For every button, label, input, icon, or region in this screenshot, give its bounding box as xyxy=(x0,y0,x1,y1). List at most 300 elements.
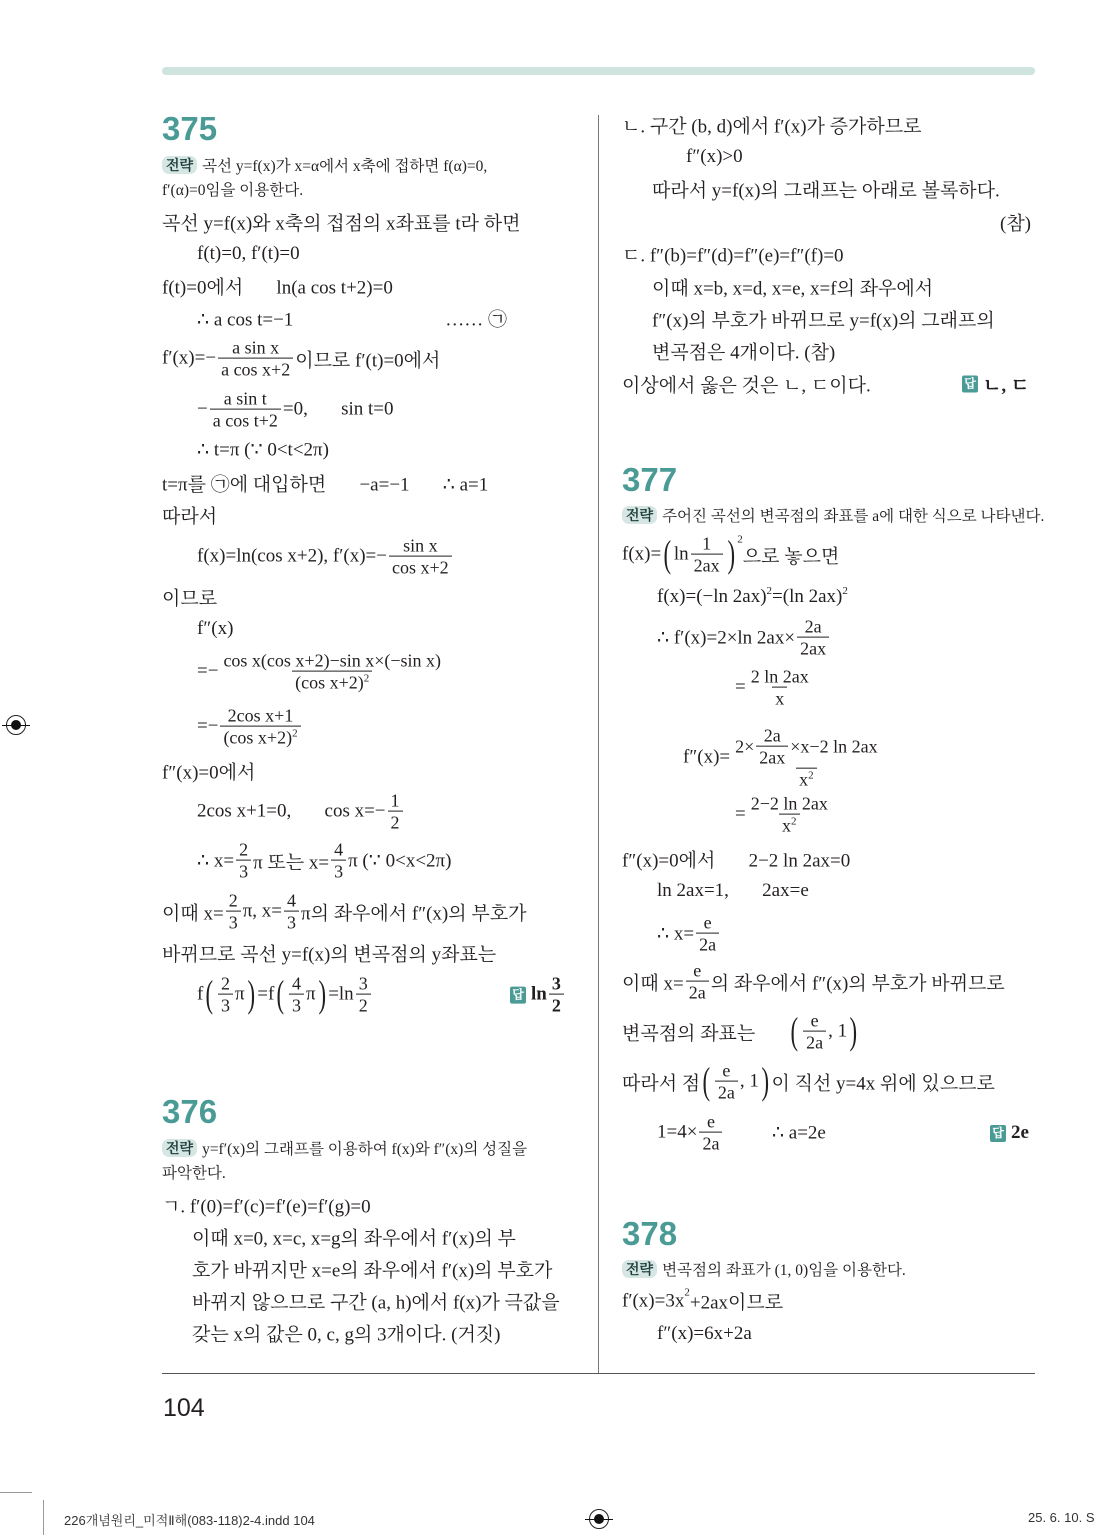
text-run: 이때 x=b, x=d, x=e, x=f의 좌우에서 xyxy=(652,278,934,300)
solution-line xyxy=(197,975,373,1016)
math-group xyxy=(799,770,814,789)
fraction xyxy=(732,727,880,790)
solution-line xyxy=(622,1062,995,1103)
numerator xyxy=(549,975,564,994)
text-run: 1=4× xyxy=(657,1122,698,1143)
text-run: 4 xyxy=(334,839,344,860)
text-run: ∴ x= xyxy=(657,923,695,945)
solution-line xyxy=(162,892,526,933)
text-run: 2a xyxy=(717,1082,735,1103)
denominator xyxy=(772,687,787,709)
text-run: e xyxy=(810,1010,819,1031)
superscript: 2 xyxy=(791,815,797,828)
solution-line xyxy=(197,537,454,578)
text-run: 3 xyxy=(551,973,561,994)
text-run: +2ax이므로 xyxy=(689,1292,784,1314)
strategy-badge: 전략 xyxy=(622,1260,657,1278)
text-run: 따라서 xyxy=(162,506,218,528)
fraction xyxy=(549,975,564,1016)
solution-line xyxy=(622,846,850,873)
superscript: 2 xyxy=(842,585,848,597)
fraction xyxy=(218,339,293,380)
fraction xyxy=(289,975,304,1016)
denominator xyxy=(691,554,723,576)
denominator xyxy=(797,637,829,659)
numerator xyxy=(331,841,346,860)
text-run: f(x)=ln(cos x+2), f′(x)=− xyxy=(197,546,387,567)
text-run: , 1 xyxy=(828,1021,848,1042)
solution-line xyxy=(197,390,394,431)
fraction xyxy=(748,795,831,836)
solution-line xyxy=(192,1320,500,1347)
text-run: =ln xyxy=(328,984,354,1005)
fraction xyxy=(715,1062,738,1103)
math-group xyxy=(735,727,877,768)
numerator xyxy=(284,892,299,911)
strategy-line xyxy=(162,154,487,176)
text-run: π 또는 x= xyxy=(253,852,330,874)
denominator xyxy=(803,1031,826,1053)
text-run: e xyxy=(693,960,702,981)
large-paren: ) xyxy=(247,974,255,1016)
text-run: 호가 바뀌지만 x=e의 좌우에서 f′(x)의 부호가 xyxy=(192,1260,553,1282)
numerator xyxy=(808,1012,822,1031)
fraction xyxy=(236,841,251,882)
problem-number-378: 378 xyxy=(622,1215,678,1252)
text-run: e xyxy=(703,912,712,933)
solution-line xyxy=(652,274,933,301)
text-run: f″(x)>0 xyxy=(686,146,743,167)
text-run: 의 좌우에서 f″(x)의 부호가 바뀌므로 xyxy=(710,973,1005,995)
text-run: ln 2ax=1, 2ax=e xyxy=(657,880,809,901)
solution-line xyxy=(197,439,329,462)
text-run: 2ax xyxy=(759,747,786,768)
text-run: 2 xyxy=(228,890,238,911)
crop-mark xyxy=(0,1492,32,1493)
text-run: (참) xyxy=(1000,213,1032,235)
text-run: π xyxy=(305,984,316,1005)
denominator xyxy=(699,1132,722,1154)
text-run: ∴ a=2e xyxy=(724,1122,826,1144)
text-run: − xyxy=(197,399,208,420)
solution-line xyxy=(197,841,451,882)
solution-line xyxy=(197,305,507,332)
text-run: 2a xyxy=(699,934,717,955)
footer-date: 25. 6. 10. S xyxy=(1028,1510,1095,1525)
denominator xyxy=(331,860,346,882)
numerator xyxy=(226,892,241,911)
superscript: 2 xyxy=(808,769,814,782)
text-run: =f xyxy=(257,984,275,1005)
final-answer xyxy=(510,975,566,1016)
top-decorative-bar xyxy=(162,67,1035,75)
numerator xyxy=(289,975,304,994)
denominator xyxy=(389,556,452,578)
text-run: cos x+2 xyxy=(392,557,449,578)
text-run: 3 xyxy=(228,912,238,933)
solution-line xyxy=(683,727,883,790)
text-run: x xyxy=(799,769,809,790)
text-run: ln xyxy=(531,984,547,1005)
denominator xyxy=(796,767,817,789)
text-run: 따라서 점 xyxy=(622,1073,701,1095)
solution-line xyxy=(686,146,743,168)
text-run: ∴ a cos t=−1 …… ㉠ xyxy=(197,309,508,331)
text-run: f(x)= xyxy=(622,544,662,565)
text-run: ∴ f′(x)=2×ln 2ax× xyxy=(657,627,796,649)
fraction xyxy=(691,535,723,576)
text-run: 변곡점의 좌표는 xyxy=(622,1023,789,1045)
solution-line xyxy=(652,306,995,333)
text-run: a sin t xyxy=(223,388,267,409)
text-run: 2a xyxy=(763,725,781,746)
text-run: sin x xyxy=(403,535,438,556)
denominator xyxy=(779,814,800,836)
text-run: f″(x)의 부호가 바뀌므로 y=f(x)의 그래프의 xyxy=(652,310,995,332)
solution-line xyxy=(162,502,217,529)
large-paren: ( xyxy=(791,1011,799,1053)
text-run: 1 xyxy=(702,533,712,554)
numerator xyxy=(732,727,880,768)
denominator xyxy=(210,409,281,431)
numerator xyxy=(229,339,282,358)
text-run: 이 직선 y=4x 위에 있으므로 xyxy=(771,1073,995,1095)
text-run: 3 xyxy=(287,912,296,933)
text-run: 2−2 ln 2ax xyxy=(750,793,828,814)
solution-line xyxy=(162,209,520,236)
denominator xyxy=(218,358,293,380)
math-group xyxy=(295,674,369,693)
numerator xyxy=(802,618,825,637)
solution-line xyxy=(162,584,217,611)
text-run: 2 xyxy=(239,839,249,860)
text-run: 변곡점은 4개이다. (참) xyxy=(652,342,836,364)
solution-line xyxy=(192,1288,560,1315)
large-paren: ) xyxy=(761,1061,769,1103)
fraction xyxy=(218,975,233,1016)
solution-line xyxy=(652,176,1000,203)
solution-line xyxy=(197,707,303,748)
fraction xyxy=(699,1113,722,1154)
large-paren: ) xyxy=(727,534,735,576)
problem-number-376: 376 xyxy=(162,1093,218,1130)
text-run: 바뀌지 않으므로 구간 (a, h)에서 f(x)가 극값을 xyxy=(192,1292,560,1314)
strategy-line xyxy=(622,504,1044,526)
text-run: 3 xyxy=(291,995,301,1016)
text-run: 곡선 y=f(x)와 x축의 접점의 x좌표를 t라 하면 xyxy=(162,213,521,235)
denominator xyxy=(549,994,564,1016)
text-run: e xyxy=(706,1111,715,1132)
text-run: =0, sin t=0 xyxy=(282,399,394,420)
text-run: (cos x+2) xyxy=(223,727,293,748)
text-run: 으로 놓으면 xyxy=(742,546,840,568)
numerator xyxy=(748,795,831,814)
superscript: 2 xyxy=(684,1286,690,1299)
text-run: 3 xyxy=(334,861,344,882)
superscript: 2 xyxy=(766,585,773,597)
denominator xyxy=(715,1081,738,1103)
solution-line xyxy=(657,914,721,955)
text-run: f″(x)=0에서 xyxy=(162,762,256,784)
text-run: ㄴ. 구간 (b, d)에서 f′(x)가 증가하므로 xyxy=(622,116,922,138)
solution-line xyxy=(1000,209,1031,236)
fraction xyxy=(756,727,788,768)
column-divider xyxy=(598,115,599,1373)
fraction xyxy=(331,841,346,882)
text-run: f″(x)=6x+2a xyxy=(657,1323,752,1344)
strategy-badge: 전략 xyxy=(162,1139,197,1157)
solution-line xyxy=(162,940,496,967)
text-run: (cos x+2) xyxy=(295,672,364,693)
text-run: ln xyxy=(673,544,689,565)
denominator xyxy=(756,746,788,768)
text-run: 곡선 y=f(x)가 x=α에서 x축에 접하면 f(α)=0, xyxy=(202,158,488,175)
text-run: 주어진 곡선의 변곡점의 좌표를 a에 대한 식으로 나타낸다. xyxy=(662,508,1045,525)
denominator xyxy=(218,994,233,1016)
registration-mark-icon xyxy=(589,1509,609,1529)
solution-line xyxy=(162,339,440,380)
text-run: π의 좌우에서 f″(x)의 부호가 xyxy=(301,903,527,925)
text-run: 2cos x+1 xyxy=(227,705,294,726)
solution-line xyxy=(162,470,488,497)
text-run: 4 xyxy=(291,973,301,994)
strategy-line xyxy=(162,1137,527,1159)
text-run: ×x−2 ln 2ax xyxy=(790,736,878,757)
large-paren: ) xyxy=(849,1011,858,1053)
text-run: y=f′(x)의 그래프를 이용하여 f(x)와 f″(x)의 성질을 xyxy=(202,1141,528,1158)
solution-line xyxy=(652,338,835,365)
text-run: ∴ t=π (∵ 0<t<2π) xyxy=(197,439,329,461)
strategy-badge: 전략 xyxy=(162,156,197,174)
problem-number-375: 375 xyxy=(162,110,218,147)
solution-line xyxy=(162,178,303,200)
large-paren: ( xyxy=(702,1061,711,1103)
solution-line xyxy=(162,758,255,785)
text-run: 2cos x+1=0, cos x=− xyxy=(197,801,386,822)
solution-line xyxy=(657,586,848,608)
text-run: 2 ln 2ax xyxy=(750,666,809,687)
solution-line xyxy=(657,1113,826,1154)
superscript: 2 xyxy=(737,533,743,546)
text-run: ㄷ. f″(b)=f″(d)=f″(e)=f″(f)=0 xyxy=(622,245,844,267)
text-run: =(ln 2ax) xyxy=(772,586,843,607)
solution-line xyxy=(197,792,405,833)
numerator xyxy=(400,537,441,556)
solution-line xyxy=(192,1224,516,1251)
text-run: 2a xyxy=(806,1032,824,1053)
solution-line xyxy=(197,618,233,640)
solution-line xyxy=(622,1288,783,1315)
text-run: 3 xyxy=(358,973,368,994)
text-run: 변곡점의 좌표가 (1, 0)임을 이용한다. xyxy=(662,1262,906,1279)
numerator xyxy=(225,707,297,726)
text-run: x xyxy=(775,688,785,709)
answer-badge: 답 xyxy=(990,1125,1006,1142)
solution-line xyxy=(197,652,446,693)
denominator xyxy=(236,860,251,882)
solution-line xyxy=(657,880,809,902)
text-run: cos x(cos x+2)−sin x×(−sin x) xyxy=(223,650,442,671)
solution-line xyxy=(162,1161,226,1183)
denominator xyxy=(356,994,371,1016)
fraction xyxy=(388,792,403,833)
text-run: , 1 xyxy=(739,1071,759,1092)
solution-line xyxy=(622,241,844,268)
text-run: 2 xyxy=(358,995,368,1016)
solution-line xyxy=(622,112,921,139)
text-run: 2a xyxy=(804,616,822,637)
text-run: f′(x)=− xyxy=(162,348,217,369)
text-run: 2 xyxy=(390,812,400,833)
text-run: 이상에서 옳은 것은 ㄴ, ㄷ이다. xyxy=(622,375,871,397)
answer-badge: 답 xyxy=(962,376,978,393)
denominator xyxy=(289,994,304,1016)
numerator xyxy=(748,668,812,687)
registration-mark-icon xyxy=(6,715,26,735)
text-run: f″(x)=0에서 2−2 ln 2ax=0 xyxy=(622,850,851,872)
text-run: =− xyxy=(197,716,219,737)
fraction xyxy=(284,892,299,933)
solution-line xyxy=(622,1012,860,1053)
text-run: ㄱ. f′(0)=f′(c)=f′(e)=f′(g)=0 xyxy=(162,1196,371,1218)
denominator xyxy=(388,811,403,833)
denominator xyxy=(284,911,299,933)
solution-line xyxy=(622,962,1005,1003)
text-run: 2× xyxy=(735,736,755,757)
numerator xyxy=(701,914,715,933)
solution-line xyxy=(162,1192,371,1219)
text-run: = xyxy=(735,804,746,825)
math-group xyxy=(782,817,797,836)
numerator xyxy=(704,1113,718,1132)
numerator xyxy=(388,792,403,811)
fraction xyxy=(210,390,281,431)
fraction xyxy=(356,975,371,1016)
denominator xyxy=(292,671,372,693)
numerator xyxy=(690,962,704,981)
solution-line xyxy=(162,273,393,300)
denominator xyxy=(686,981,709,1003)
bottom-rule xyxy=(162,1373,1035,1374)
text-run: ∴ x= xyxy=(197,850,235,872)
crop-mark xyxy=(43,1500,44,1535)
fraction xyxy=(686,962,709,1003)
text-run: 따라서 y=f(x)의 그래프는 아래로 볼록하다. xyxy=(652,180,1000,202)
text-run: 갖는 x의 값은 0, c, g의 3개이다. (거짓) xyxy=(192,1324,501,1346)
text-run: f(t)=0에서 ln(a cos t+2)=0 xyxy=(162,277,393,299)
text-run: f(t)=0, f′(t)=0 xyxy=(197,243,300,264)
text-run: f″(x)= xyxy=(683,746,731,768)
text-run: π xyxy=(234,984,245,1005)
strategy-badge: 전략 xyxy=(622,506,657,524)
superscript: 2 xyxy=(292,727,298,740)
denominator xyxy=(696,933,719,955)
fraction xyxy=(220,652,444,693)
fraction xyxy=(748,668,812,709)
text-run: a sin x xyxy=(232,337,280,358)
numerator xyxy=(220,652,444,671)
text-run: 이때 x= xyxy=(622,973,684,995)
denominator xyxy=(220,726,300,748)
text-run: f′(α)=0임을 이용한다. xyxy=(162,182,304,199)
math-group xyxy=(223,729,297,748)
text-run: t=π를 ㉠에 대입하면 −a=−1 ∴ a=1 xyxy=(162,474,489,496)
text-run: π (∵ 0<x<2π) xyxy=(348,850,452,872)
footer-filename: 226개념원리_미적Ⅱ해(083-118)2-4.indd 104 xyxy=(64,1513,315,1528)
text-run: =− xyxy=(197,661,219,682)
final-answer xyxy=(962,371,1029,398)
text-run: 이므로 xyxy=(162,588,218,610)
solution-line xyxy=(197,243,300,265)
text-run: f(x)=(−ln 2ax) xyxy=(657,586,767,607)
fraction xyxy=(389,537,452,578)
text-run: x xyxy=(782,815,792,836)
fraction xyxy=(803,1012,826,1053)
text-run: 4 xyxy=(287,890,296,911)
numerator xyxy=(719,1062,733,1081)
large-paren: ( xyxy=(276,974,285,1016)
text-run: π, x= xyxy=(242,901,282,922)
strategy-line xyxy=(622,1258,906,1280)
fraction xyxy=(696,914,719,955)
solution-line xyxy=(735,795,833,836)
text-run: 2ax xyxy=(800,638,827,659)
numerator xyxy=(218,975,233,994)
text-run: 2ax xyxy=(693,555,720,576)
text-run: a cos t+2 xyxy=(212,410,278,431)
text-run: 바뀌므로 곡선 y=f(x)의 변곡점의 y좌표는 xyxy=(162,944,497,966)
text-run: f″(x) xyxy=(197,618,234,639)
problem-number-377: 377 xyxy=(622,461,678,498)
text-run: 이때 x= xyxy=(162,903,224,925)
solution-line xyxy=(622,371,871,398)
numerator xyxy=(699,535,714,554)
text-run: 2 xyxy=(551,995,561,1016)
large-paren: ( xyxy=(205,974,214,1016)
text-run: 1 xyxy=(390,790,400,811)
numerator xyxy=(221,390,270,409)
text-run: e xyxy=(722,1060,731,1081)
text-run: ㄴ, ㄷ xyxy=(983,375,1030,397)
fraction xyxy=(226,892,241,933)
solution-line xyxy=(735,668,814,709)
text-run: 파악한다. xyxy=(162,1165,226,1182)
solution-line xyxy=(657,1323,752,1345)
denominator xyxy=(226,911,241,933)
text-run: f′(x)=3x xyxy=(622,1290,685,1311)
fraction xyxy=(220,707,300,748)
numerator xyxy=(761,727,784,746)
large-paren: ( xyxy=(663,534,672,576)
large-paren: ) xyxy=(318,974,326,1016)
text-run: 2a xyxy=(688,982,706,1003)
final-answer xyxy=(990,1122,1029,1144)
fraction xyxy=(797,618,829,659)
solution-line xyxy=(657,618,831,659)
text-run: 2 xyxy=(220,973,230,994)
text-run: 3 xyxy=(220,995,230,1016)
text-run: 2a xyxy=(702,1133,720,1154)
answer-badge: 답 xyxy=(510,987,526,1004)
text-run: 이때 x=0, x=c, x=g의 좌우에서 f′(x)의 부 xyxy=(192,1228,516,1250)
text-run: a cos x+2 xyxy=(221,359,291,380)
text-run: = xyxy=(735,677,746,698)
solution-line xyxy=(192,1256,552,1283)
text-run: 3 xyxy=(239,861,249,882)
solution-line xyxy=(622,535,839,576)
text-run: f xyxy=(197,984,204,1005)
text-run: 이므로 f′(t)=0에서 xyxy=(295,350,441,372)
